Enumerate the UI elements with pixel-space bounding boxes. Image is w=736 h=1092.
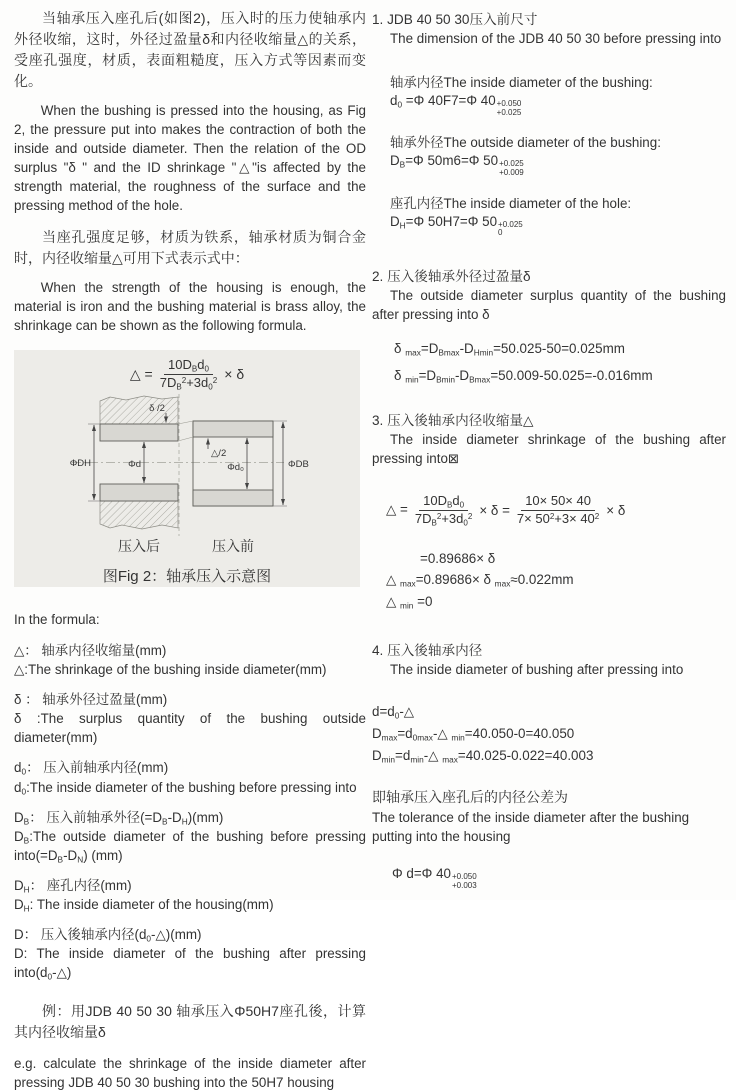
formula-fraction [160,358,218,391]
key-item-dh [14,876,366,914]
section-4-title-en: The inside diameter of bushing after pressing into [390,661,684,677]
section-2 [372,265,726,383]
dim-tri-half [208,439,226,460]
key-item-d0 [14,758,366,796]
key-item-en: $D_B:The$ outside diameter of the bushing before pressing $into(=D_B-D_N)$ (mm) [14,828,366,864]
section-3-title-cn: 3. 压入後轴承内径收缩量△ [372,412,534,428]
formula-rhs: × δ [606,502,626,518]
formula-mid: × δ = [479,502,510,518]
shrinkage-result: =0.89686× δ [420,550,496,566]
formula-lhs: △ = [386,502,408,518]
dimension-label: 座孔内径The inside diameter of the hole: [390,195,632,211]
example-en: e.g. calculate the shrinkage of the inside diameter after pressing JDB 40 50 30 bushing into the 50H7 housing [14,1055,366,1090]
dim-phi-d-label: Φd [128,459,141,471]
bushing-before-bottom-wall [193,490,273,506]
section-1 [372,8,726,238]
left-column [14,8,366,1092]
formula-denominator: $7D_B^2+3d_0^2$ [159,374,218,392]
bushing-before-top-wall [193,421,273,437]
formula-lhs: △ = [129,365,153,382]
key-item-d [14,925,366,982]
label-before-pressing: 压入前 [212,538,254,555]
formula-numerator: 10× 50× 40 [521,494,595,511]
dim-phi-db [273,421,309,506]
formula-fraction-symbolic [415,494,473,527]
right-column [372,8,726,890]
paragraph-cn-intro: 当轴承压入座孔后(如图2)，压入时的压力使轴承内外径收缩，这时，外径过盈量δ和内径收缩量△的关系，受座孔强度，材质，表面粗糙度，压入方式等因素而变化。 [14,10,366,89]
paragraph-cn-condition: 当座孔强度足够，材质为铁系，轴承材质为铜合金时，内径收缩量△可用下式表示式中： [14,229,366,267]
key-item-en: $d_0:The$ inside diameter of the bushing before pressing into [14,779,357,796]
shrinkage-min: △ $_{min}$ =0 [386,593,433,611]
dim-phi-db-label: ΦDB [288,459,309,471]
delta-min-equation: δ $_{min}=D_{Bmin}-D_{Bmax}=50.009-50.025=-0.016mm$ [394,367,653,385]
formula-denominator: $7D_B^2+3d_0^2$ [414,510,473,528]
dimension-value: $D_B=\Phi$ 50m6=Φ 50 +0.025 +0.009 [390,153,524,177]
housing-bottom-block [100,501,178,529]
tolerance-note-en: The tolerance of the inside diameter after the bushing putting into the housing [372,810,690,845]
final-diameter-equations [372,701,726,767]
formula-numerator: $10D_Bd_0$ [164,358,213,375]
dimension-value: $d_0 =\Phi$ 40F7=Φ 40 +0.050 +0.025 [390,93,522,117]
delta-max-equation: δ $_{max}=D_{Bmax}-D_{Hmin}=50.025-50=0.025mm$ [394,340,625,358]
formula-key-heading: In the formula: [14,612,100,628]
dim-tri-half-label: △/2 [211,448,227,460]
key-item-cn: △： 轴承内径收缩量(mm) [14,643,167,659]
paragraph-en-condition: When the strength of the housing is enough, the material is iron and the bushing material is brass alloy, the shrinkage can be shown as the following formula. [14,280,366,334]
dimension-value: $D_H=\Phi$ 50H7=Φ 50 +0.025 0 [390,213,523,238]
key-item-en: △:The shrinkage of the bushing inside diameter(mm) [14,662,327,678]
shrinkage-max: △ $_{max}$=0.89686× δ $_{max}$≈0.022mm [386,571,574,589]
section-2-title-cn: 2. 压入後轴承外径过盈量δ [372,268,531,284]
bushing-after-bottom-wall [100,484,178,501]
dimension-outside-diameter [390,132,726,177]
dim-phi-d0-label: Φd₀ [227,462,244,474]
formula-numerator: $10D_Bd_0$ [419,494,468,511]
equation-d: $d=d_0-\triangle$ [372,703,415,721]
key-item-cn: $d_0$： 压入前轴承内径(mm) [14,760,169,777]
key-item-db [14,808,366,865]
equation-dmax: $D_{max}=d_{0max}-\triangle$ $_{min}$=40.050-0=40.050 [372,725,575,743]
section-1-title-en: The dimension of the JDB 40 50 30 before pressing into [390,31,722,46]
final-tolerance-value: Φ d=Φ 40 +0.050 +0.003 [392,866,477,890]
dim-delta-half-label: δ /2 [149,403,165,415]
shrinkage-formula [386,494,726,527]
section-1-title-cn: 1. JDB 40 50 30压入前尺寸 [372,12,538,27]
figure-2-panel [14,350,360,587]
key-item-shrinkage [14,641,366,679]
dimension-label: 轴承外径The outside diameter of the bushing: [390,135,661,151]
section-2-title-en: The outside diameter surplus quantity of the bushing after pressing into δ [372,287,726,322]
key-item-cn: $D_H$： 座孔内径(mm) [14,877,132,894]
formula-rhs: × δ [224,366,245,383]
figure-formula [14,350,360,394]
key-item-en: D: The inside diameter of the bushing after pressing $into(d_0-\triangle)$ [14,945,366,982]
paragraph-en-intro: When the bushing is pressed into the housing, as Fig 2, the pressure put into makes the contraction of both the inside and outside diameter. Then the relation of the OD surplus "δ " and the ID shrinkage "△"is affected by the strength material, the roughness of the surface and the pressing method of the hole. [14,103,366,214]
bushing-after-top-wall [100,424,178,441]
key-item-cn: D： 压入後轴承内径$(d_0-\triangle)(mm)$ [14,926,202,943]
section-3 [372,409,726,610]
section-4 [372,639,726,891]
key-item-cn: δ ： 轴承外径过盈量(mm) [14,692,168,708]
section-4-title-cn: 4. 压入後轴承内径 [372,642,483,658]
key-item-en: δ :The surplus quantity of the bushing outside diameter(mm) [14,711,366,746]
dimension-label: 轴承内径The inside diameter of the bushing: [390,75,653,91]
formula-denominator: $7\times 50^2+3\times 40^2$ [516,510,600,526]
leader-line-top [178,421,193,424]
figure-caption: 图Fig 2：轴承压入示意图 [102,568,272,586]
label-after-pressing: 压入后 [118,538,160,555]
dim-phi-d0 [227,438,247,489]
key-item-cn: $D_B$： 压入前轴承外径$(=D_B-D_H)(mm)$ [14,809,224,826]
tolerance-note-cn: 即轴承压入座孔后的内径公差为 [372,789,568,806]
section-3-title-en: The inside diameter shrinkage of the bushing after pressing into⊠ [372,431,726,466]
dimension-hole-diameter [390,193,726,238]
figure-state-labels [14,536,360,558]
dimension-inside-diameter [390,72,726,117]
leader-line-inner [178,437,193,441]
key-item-en: $D_H$: The inside diameter of the housing(mm) [14,896,274,913]
press-fit-diagram [14,394,360,536]
key-item-surplus [14,690,366,747]
formula-fraction-numeric [517,494,599,527]
dim-phi-dh-label: ΦDH [69,458,91,470]
example-cn: 例：用JDB 40 50 30 轴承压入Φ50H7座孔後，计算其内径收缩量δ [14,1002,366,1040]
equation-dmin: $D_{min}=d_{min}-\triangle$ $_{max}$=40.025-0.022=40.003 [372,748,594,765]
